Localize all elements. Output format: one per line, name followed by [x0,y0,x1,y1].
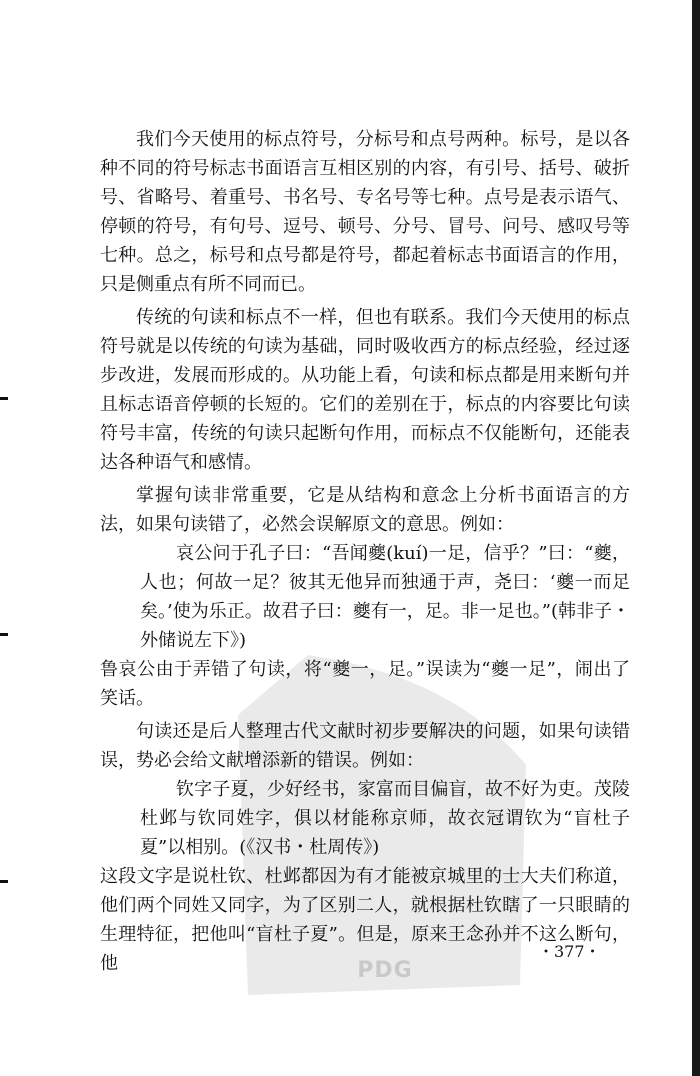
page-right-edge-shadow [692,0,700,1076]
page-number: ・377・ [538,942,601,961]
margin-mark [0,397,8,400]
body-text [100,125,630,978]
margin-mark [0,633,8,636]
paragraph: 传统的句读和标点不一样，但也有联系。我们今天使用的标点符号就是以传统的句读为基础，同时吸收西方的标点经验，经过逐步改进，发展而形成的。从功能上看，句读和标点都是用来断句并且标志语音停顿的长短的。它们的差别在于，标点的内容要比句读符号丰富，传统的句读只起断句作用，而标点不仅能断句，还能表达各种语气和感情。 [100,307,630,473]
paragraph: 这段文字是说杜钦、杜邺都因为有才能被京城里的士大夫们称道，他们两个同姓又同字，为了区别二人，就根据杜钦瞎了一只眼睛的生理特征，把他叫“盲杜子夏”。但是，原来王念孙并不这么断句，他 [100,866,630,974]
paragraph: 掌握句读非常重要，它是从结构和意念上分析书面语言的方法，如果句读错了，必然会误解原文的意思。例如： [100,485,630,535]
quotation-block: 哀公问于孔子曰：“吾闻夔(kuí)一足，信乎？”曰：“夔，人也；何故一足？彼其无他异而独通于声，尧曰：‘夔一而足矣。’使为乐正。故君子曰：夔有一，足。非一足也。”(韩非子・外储说左下》) [140,543,630,651]
quotation-block: 钦字子夏，少好经书，家富而目偏盲，故不好为吏。茂陵杜邺与钦同姓字，俱以材能称京师，故衣冠谓钦为“盲杜子夏”以相别。(《汉书・杜周传》) [140,779,630,858]
watermark-label: PDG [357,958,413,983]
margin-mark [0,880,8,883]
paragraph: 我们今天使用的标点符号，分标号和点号两种。标号，是以各种不同的符号标志书面语言互相区别的内容，有引号、括号、破折号、省略号、着重号、书名号、专名号等七种。点号是表示语气、停顿的符号，有句号、逗号、顿号、分号、冒号、问号、感叹号等七种。总之，标号和点号都是符号，都起着标志书面语言的作用，只是侧重点有所不同而已。 [100,129,630,295]
paragraph: 鲁哀公由于弄错了句读，将“夔一，足。”误读为“夔一足”，闹出了笑话。 [100,659,630,709]
paragraph: 句读还是后人整理古代文献时初步要解决的问题，如果句读错误，势必会给文献增添新的错误。例如： [100,721,630,771]
